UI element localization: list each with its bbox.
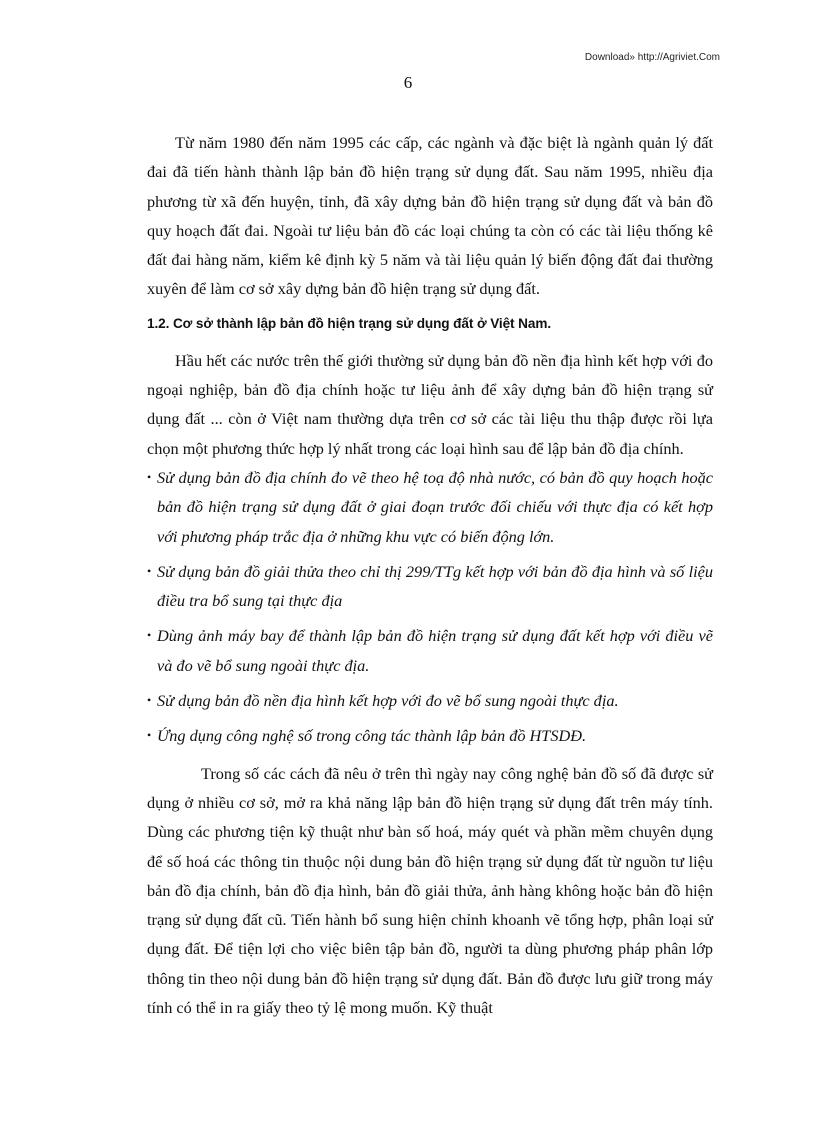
list-item-text: Dùng ảnh máy bay để thành lập bản đồ hiện trạng sử dụng đất kết hợp với điều vẽ và đo vẽ bổ sung ngoài thực địa. [157, 626, 713, 675]
bullet-icon: • [147, 628, 152, 643]
list-item [147, 686, 713, 715]
section-heading: 1.2. Cơ sở thành lập bản đồ hiện trạng sử dụng đất ở Việt Nam. [147, 315, 551, 331]
paragraph-methods: Hầu hết các nước trên thế giới thường sử dụng bản đồ nền địa hình kết hợp với đo ngoại nghiệp, bản đồ địa chính hoặc tư liệu ảnh để xây dựng bản đồ hiện trạng sử dụng đất ... còn ở Việt nam thường dựa trên cơ sở các tài liệu thu thập được rồi lựa chọn một phương thức hợp lý nhất trong các loại hình sau để lập bản đồ địa chính. [147, 350, 713, 458]
page-number: 6 [403, 73, 413, 92]
download-source-note: Download» http://Agriviet.Com [584, 52, 720, 63]
list-item-text: Sử dụng bản đồ giải thửa theo chỉ thị 299/TTg kết hợp với bản đồ địa hình và số liệu điều tra bổ sung tại thực địa [157, 561, 713, 611]
method-list [147, 463, 713, 751]
list-item [147, 557, 713, 616]
bullet-icon: • [147, 693, 152, 708]
list-item-text: Sử dụng bản đồ địa chính đo vẽ theo hệ toạ độ nhà nước, có bản đồ quy hoạch hoặc bản đồ hiện trạng sử dụng đất ở giai đoạn trước đối chiếu với thực địa có kết hợp với phương pháp trắc địa ở những khu vực có biến động lớn. [157, 467, 713, 546]
paragraph-digital-technology: Trong số các cách đã nêu ở trên thì ngày nay công nghệ bản đồ số đã được sử dụng ở nhiều cơ sở, mở ra khả năng lập bản đồ hiện trạng sử dụng đất trên máy tính. Dùng các phương tiện kỹ thuật như bàn số hoá, máy quét và phần mềm chuyên dụng để số hoá các thông tin thuộc nội dung bản đồ hiện trạng sử dụng đất từ nguồn tư liệu bản đồ địa chính, bản đồ địa hình, bản đồ giải thửa, ảnh hàng không hoặc bản đồ hiện trạng sử dụng đất cũ. Tiến hành bổ sung hiện chỉnh khoanh vẽ tổng hợp, phân loại sử dụng đất. Để tiện lợi cho việc biên tập bản đồ, người ta dùng phương pháp phân lớp thông tin theo nội dung bản đồ hiện trạng sử dụng đất. Bản đồ được lưu giữ trong máy tính có thể in ra giấy theo tỷ lệ mong muốn. Kỹ thuật [147, 763, 713, 1018]
list-item [147, 721, 713, 750]
bullet-icon: • [147, 563, 152, 578]
document-body [147, 128, 713, 1022]
list-item-text: Ứng dụng công nghệ số trong công tác thành lập bản đồ HTSDĐ. [157, 726, 587, 746]
list-item [147, 463, 713, 551]
paragraph-intro: Từ năm 1980 đến năm 1995 các cấp, các ngành và đặc biệt là ngành quản lý đất đai đã tiến hành thành lập bản đồ hiện trạng sử dụng đất. Sau năm 1995, nhiều địa phương từ xã đến huyện, tỉnh, đã xây dựng bản đồ hiện trạng sử dụng đất và bản đồ quy hoạch đất đai. Ngoài tư liệu bản đồ các loại chúng ta còn có các tài liệu thống kê đất đai hàng năm, kiểm kê định kỳ 5 năm và tài liệu quản lý biến động đất đai thường xuyên để làm cơ sở xây dựng bản đồ hiện trạng sử dụng đất. [147, 133, 713, 299]
bullet-icon: • [147, 469, 152, 484]
list-item [147, 621, 713, 680]
bullet-icon: • [147, 728, 152, 743]
list-item-text: Sử dụng bản đồ nền địa hình kết hợp với đo vẽ bổ sung ngoài thực địa. [157, 691, 619, 711]
